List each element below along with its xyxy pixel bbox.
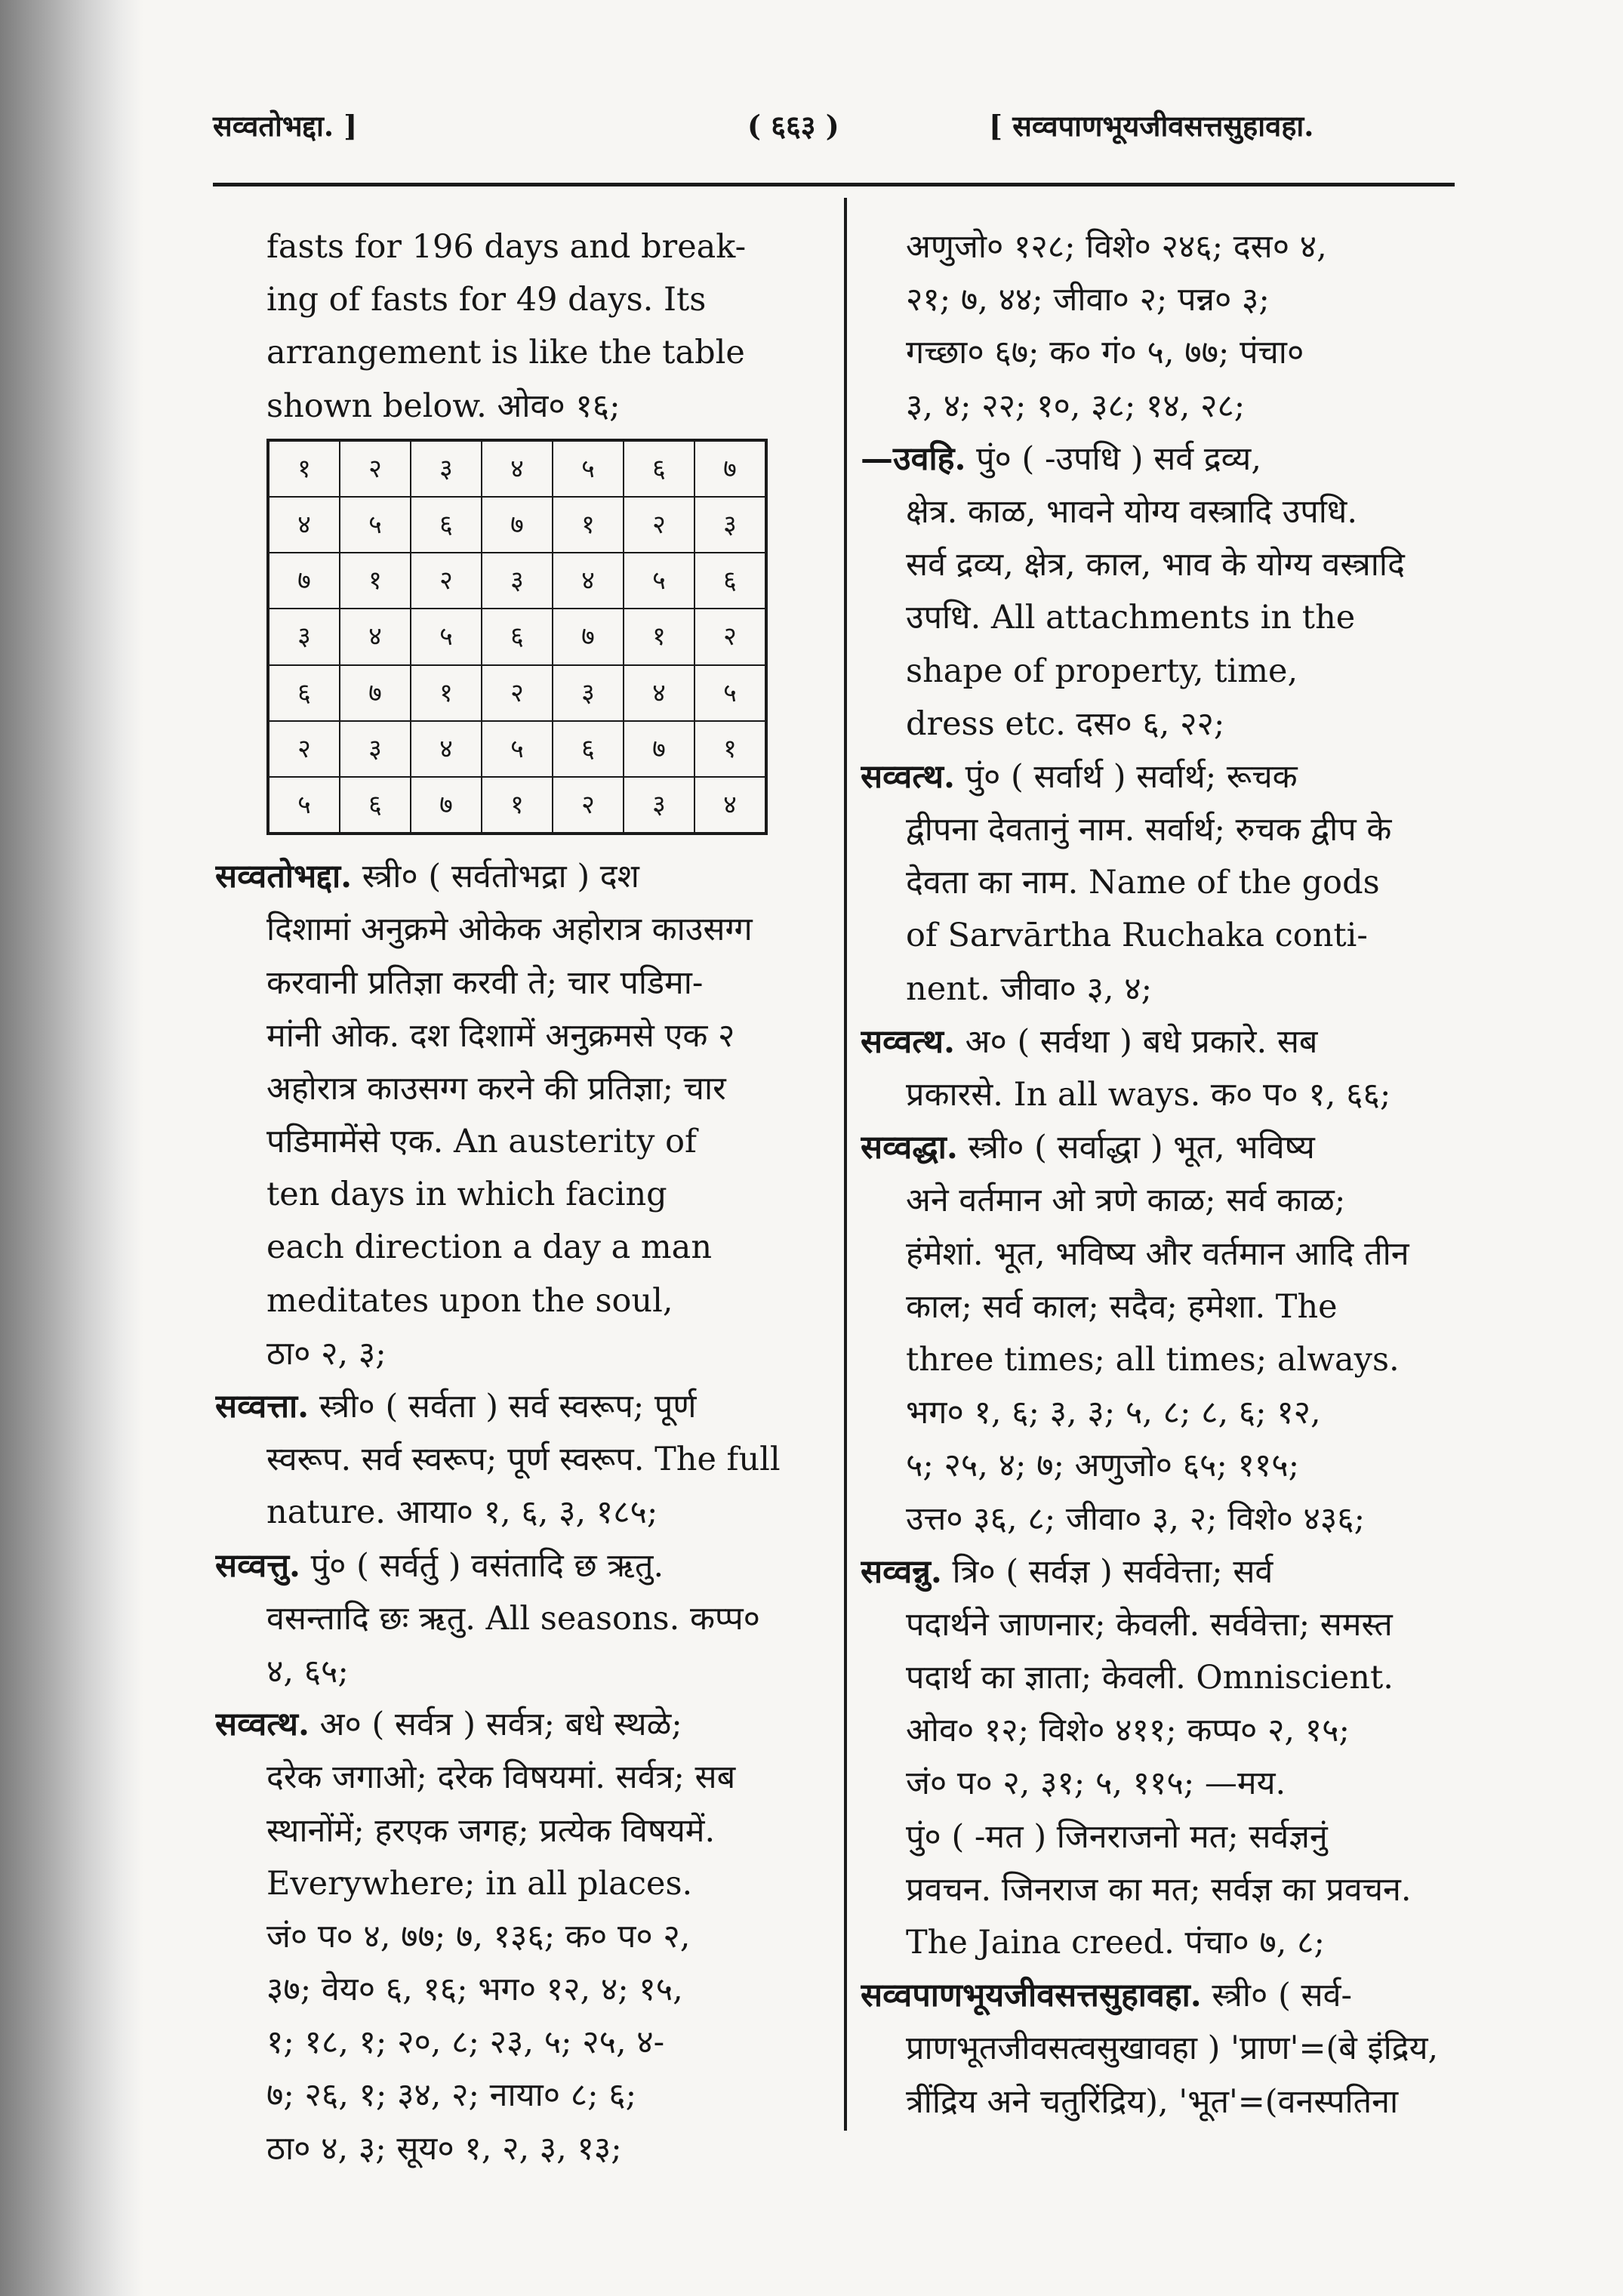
- text-line: त्रींद्रिय अने चतुरिंद्रिय), 'भूत'=(वनस्पतिना: [906, 2082, 1399, 2121]
- text-line: मांनी ओक. दश दिशामें अनुक्रमसे एक २: [266, 1016, 735, 1055]
- table-cell: ३: [624, 777, 694, 834]
- text-line: meditates upon the soul,: [266, 1281, 673, 1320]
- table-cell: ५: [553, 440, 624, 497]
- text-line: द्वीपना देवतानुं नाम. सर्वार्थ; रुचक द्वीप के: [906, 811, 1392, 849]
- entry-first-line: [215, 1380, 812, 1433]
- table-cell: ४: [340, 609, 411, 664]
- text-line: shape of property, time,: [906, 652, 1298, 690]
- numeral-grid-table: [266, 439, 768, 835]
- table-cell: ७: [340, 665, 411, 721]
- text-line: करवानी प्रतिज्ञा करवी ते; चार पडिमा-: [266, 963, 704, 1002]
- text-line: देवता का नाम. Name of the gods: [906, 864, 1380, 902]
- entry-headword: सव्वपाणभूयजीवसत्तसुहावहा.: [861, 1977, 1202, 2015]
- text-line: ing of fasts for 49 days. Its: [266, 281, 707, 319]
- entry-definition: पुं० ( सर्वार्थ ) सर्वार्थ; रूचक: [954, 757, 1298, 796]
- table-cell: ५: [340, 497, 411, 553]
- table-cell: २: [694, 609, 766, 664]
- text-line: पुं० ( -मत ) जिनराजनो मत; सर्वज्ञनुं: [906, 1817, 1328, 1856]
- table-cell: ६: [624, 440, 694, 497]
- entry-headword: सव्वत्ता.: [215, 1388, 310, 1426]
- table-cell: ५: [268, 777, 340, 834]
- table-row: [268, 721, 766, 777]
- text-line: arrangement is like the table: [266, 334, 745, 372]
- text-line: जं० प० ४, ७७; ७, १३६; क० प० २,: [266, 1917, 691, 1955]
- text-line: अहोरात्र काउसग्ग करने की प्रतिज्ञा; चार: [266, 1069, 726, 1108]
- running-head-left: सव्वतोभद्दा. ]: [213, 109, 358, 143]
- entry-first-line: [215, 850, 812, 903]
- table-cell: ४: [624, 665, 694, 721]
- entry-definition: त्रि० ( सर्वज्ञ ) सर्ववेत्ता; सर्व: [941, 1552, 1273, 1591]
- table-cell: २: [268, 721, 340, 777]
- entry-definition: स्त्री० ( सर्वाद्धा ) भूत, भविष्य: [957, 1129, 1315, 1167]
- table-cell: १: [553, 497, 624, 553]
- table-cell: ६: [268, 665, 340, 721]
- text-line: of Sarvārtha Ruchaka conti-: [906, 917, 1368, 955]
- table-cell: ३: [694, 497, 766, 553]
- table-cell: ६: [340, 777, 411, 834]
- entry-first-line: [861, 1969, 1458, 2022]
- table-cell: ३: [482, 553, 553, 609]
- table-row: [268, 440, 766, 497]
- running-head-right: [ सव्वपाणभूयजीवसत्तसुहावहा.: [989, 109, 1314, 143]
- table-cell: ३: [340, 721, 411, 777]
- table-cell: ७: [268, 553, 340, 609]
- table-cell: ७: [482, 497, 553, 553]
- text-line: ३७; वेय० ६, १६; भग० १२, ४; १५,: [266, 1971, 683, 2009]
- entry-headword: —उवहि.: [861, 439, 966, 478]
- entry-first-line: [861, 433, 1458, 485]
- table-row: [268, 665, 766, 721]
- entry-headword: सव्वत्थ.: [215, 1706, 310, 1744]
- text-line: सर्व द्रव्य, क्षेत्र, काल, भाव के योग्य वस्त्रादि: [906, 546, 1405, 584]
- text-line: nent. जीवा० ३, ४;: [906, 969, 1153, 1008]
- text-line: प्रवचन. जिनराज का मत; सर्वज्ञ का प्रवचन.: [906, 1870, 1412, 1909]
- table-cell: ४: [482, 440, 553, 497]
- entry-definition: पुं० ( -उपधि ) सर्व द्रव्य,: [965, 439, 1261, 478]
- text-line: Everywhere; in all places.: [266, 1864, 693, 1903]
- text-line: अने वर्तमान ओ त्रणे काळ; सर्व काळ;: [906, 1182, 1346, 1220]
- entry-headword: सव्वद्धा.: [861, 1129, 958, 1167]
- entry-headword: सव्वन्नु.: [861, 1552, 942, 1591]
- header-rule: [213, 183, 1455, 186]
- text-line: वसन्तादि छः ऋतु. All seasons. कप्प०: [266, 1599, 761, 1638]
- text-line: each direction a day a man: [266, 1228, 713, 1267]
- entry-headword: सव्वत्तु.: [215, 1546, 301, 1585]
- table-cell: ६: [411, 497, 482, 553]
- text-line: दिशामां अनुक्रमे ओकेक अहोरात्र काउसग्ग: [266, 911, 753, 949]
- text-line: three times; all times; always.: [906, 1340, 1400, 1379]
- text-line: पदार्थ का ज्ञाता; केवली. Omniscient.: [906, 1659, 1394, 1697]
- book-binding-shadow: [0, 0, 143, 2296]
- table-cell: ७: [694, 440, 766, 497]
- table-row: [268, 609, 766, 664]
- entry-definition: स्त्री० ( सर्वतोभद्रा ) दश: [352, 858, 639, 896]
- table-cell: ५: [482, 721, 553, 777]
- table-cell: ६: [482, 609, 553, 664]
- entry-definition: पुं० ( सर्वर्तु ) वसंतादि छ ऋतु.: [300, 1546, 664, 1585]
- entry-definition: स्त्री० ( सर्वता ) सर्व स्वरूप; पूर्ण: [309, 1388, 697, 1426]
- entry-definition: अ० ( सर्वथा ) बधे प्रकारे. सब: [954, 1022, 1318, 1061]
- text-line: ठा० २, ३;: [266, 1334, 387, 1373]
- table-cell: २: [482, 665, 553, 721]
- table-cell: ५: [694, 665, 766, 721]
- text-line: ten days in which facing: [266, 1176, 667, 1214]
- text-line: क्षेत्र. काळ, भावने योग्य वस्त्रादि उपधि.: [906, 492, 1358, 531]
- table-cell: १: [340, 553, 411, 609]
- text-line: प्राणभूतजीवसत्वसुखावहा ) 'प्राण'=(बे इंद्रिय,: [906, 2029, 1439, 2068]
- entry-headword: सव्वत्थ.: [861, 757, 955, 796]
- table-cell: ५: [624, 553, 694, 609]
- table-row: [268, 553, 766, 609]
- table-cell: १: [411, 665, 482, 721]
- entry-definition: स्त्री० ( सर्व-: [1201, 1977, 1353, 2015]
- text-line: स्वरूप. सर्व स्वरूप; पूर्ण स्वरूप. The full: [266, 1441, 781, 1479]
- entry-first-line: [215, 1539, 812, 1592]
- text-line: ५; २५, ४; ७; अणुजो० ६५; ११५;: [906, 1447, 1300, 1485]
- entry-first-line: [861, 750, 1458, 803]
- page-header: [0, 106, 1623, 166]
- text-line: गच्छा० ६७; क० गं० ५, ७७; पंचा०: [906, 334, 1304, 372]
- text-line: fasts for 196 days and break-: [266, 228, 747, 266]
- text-line: ओव० १२; विशे० ४११; कप्प० २, १५;: [906, 1712, 1350, 1750]
- text-line: ४, ६५;: [266, 1652, 349, 1690]
- entry-definition: अ० ( सर्वत्र ) सर्वत्र; बधे स्थळे;: [309, 1706, 682, 1744]
- text-line: अणुजो० १२८; विशे० २४६; दस० ४,: [906, 228, 1327, 266]
- entry-headword: सव्वतोभद्दा.: [215, 858, 353, 896]
- table-cell: ६: [553, 721, 624, 777]
- table-row: [268, 497, 766, 553]
- text-line: जं० प० २, ३१; ५, ११५; —मय.: [906, 1764, 1286, 1803]
- table-cell: ४: [694, 777, 766, 834]
- entry-headword: सव्वत्थ.: [861, 1022, 955, 1061]
- entry-first-line: [215, 1698, 812, 1751]
- table-cell: ७: [624, 721, 694, 777]
- table-cell: ४: [268, 497, 340, 553]
- text-line: उपधि. All attachments in the: [906, 599, 1356, 637]
- text-line: हंमेशां. भूत, भविष्य और वर्तमान आदि तीन: [906, 1234, 1409, 1273]
- text-line: dress etc. दस० ६, २२;: [906, 704, 1225, 743]
- text-line: shown below. ओव० १६;: [266, 387, 621, 425]
- text-line: २१; ७, ४४; जीवा० २; पन्न० ३;: [906, 281, 1270, 319]
- text-line: उत्त० ३६, ८; जीवा० ३, २; विशे० ४३६;: [906, 1499, 1366, 1538]
- table-cell: २: [624, 497, 694, 553]
- text-line: काल; सर्व काल; सदैव; हमेशा. The: [906, 1287, 1338, 1326]
- page-number: ( ६६३ ): [747, 109, 839, 143]
- table-row: [268, 777, 766, 834]
- table-cell: २: [553, 777, 624, 834]
- table-cell: १: [624, 609, 694, 664]
- text-line: भग० १, ६; ३, ३; ५, ८; ८, ६; १२,: [906, 1394, 1321, 1432]
- table-cell: १: [694, 721, 766, 777]
- column-divider: [844, 198, 847, 2131]
- text-line: पडिमामेंसे एक. An austerity of: [266, 1123, 697, 1161]
- table-cell: ४: [411, 721, 482, 777]
- text-line: १; १८, १; २०, ८; २३, ५; २५, ४-: [266, 2023, 665, 2062]
- text-line: पदार्थने जाणनार; केवली. सर्ववेत्ता; समस्त: [906, 1605, 1393, 1644]
- table-cell: ६: [694, 553, 766, 609]
- table-cell: २: [411, 553, 482, 609]
- table-cell: ३: [411, 440, 482, 497]
- text-line: nature. आया० १, ६, ३, १८५;: [266, 1493, 658, 1532]
- table-cell: ७: [553, 609, 624, 664]
- table-cell: ३: [268, 609, 340, 664]
- entry-first-line: [861, 1015, 1458, 1068]
- entry-first-line: [861, 1121, 1458, 1174]
- text-line: ३, ४; २२; १०, ३८; १४, २८;: [906, 387, 1246, 425]
- entry-first-line: [861, 1546, 1458, 1598]
- text-line: ७; २६, १; ३४, २; नाया० ८; ६;: [266, 2076, 637, 2115]
- text-line: प्रकारसे. In all ways. क० प० १, ६६;: [906, 1076, 1391, 1114]
- table-cell: ४: [553, 553, 624, 609]
- table-cell: २: [340, 440, 411, 497]
- table-cell: ३: [553, 665, 624, 721]
- text-line: दरेक जगाओ; दरेक विषयमां. सर्वत्र; सब: [266, 1758, 736, 1797]
- table-cell: ५: [411, 609, 482, 664]
- table-cell: १: [268, 440, 340, 497]
- right-column: [861, 220, 1458, 2128]
- text-line: स्थानोंमें; हरएक जगह; प्रत्येक विषयमें.: [266, 1811, 716, 1850]
- left-column: [215, 220, 812, 2175]
- text-line: The Jaina creed. पंचा० ७, ८;: [906, 1924, 1325, 1962]
- table-cell: ७: [411, 777, 482, 834]
- text-line: ठा० ४, ३; सूय० १, २, ३, १३;: [266, 2129, 622, 2168]
- table-cell: १: [482, 777, 553, 834]
